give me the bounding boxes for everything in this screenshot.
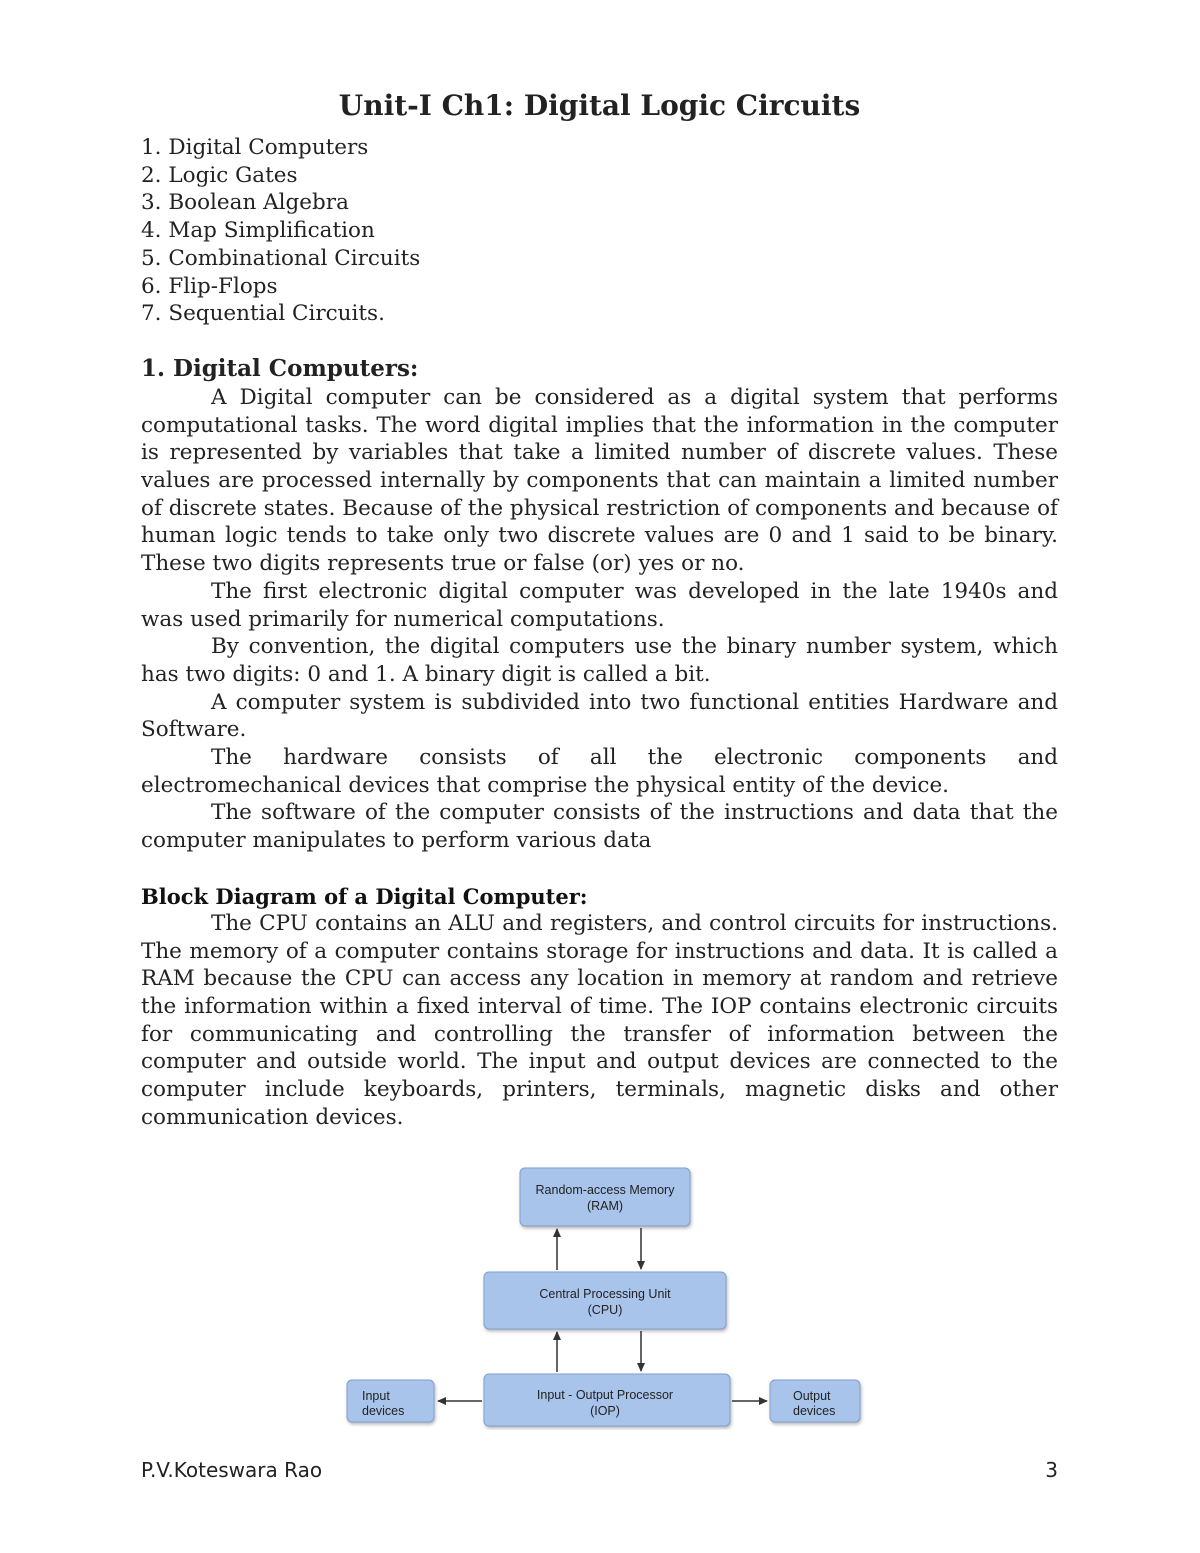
- section-heading-block-diagram: Block Diagram of a Digital Computer:: [141, 883, 588, 909]
- toc-item: 5. Combinational Circuits: [141, 245, 421, 271]
- page-title: Unit-I Ch1: Digital Logic Circuits: [338, 89, 861, 122]
- cpu-box: [484, 1272, 726, 1329]
- iop-box: [484, 1374, 730, 1426]
- paragraph: The software of the computer consists of the instructions and data that the computer manipulates to perform various data: [141, 800, 1058, 854]
- page-number: 3: [1045, 1458, 1058, 1482]
- output-label-line1: Output: [793, 1389, 831, 1403]
- paragraph: A computer system is subdivided into two functional entities Hardware and Software.: [141, 689, 1058, 743]
- iop-label-line2: (IOP): [590, 1404, 620, 1418]
- cpu-label-line2: (CPU): [587, 1303, 623, 1317]
- paragraph: The CPU contains an ALU and registers, and control circuits for instructions. The memory of a computer contains storage for instructions and data. It is called a RAM because the CPU can access any location in memory at random and retrieve the information within a fixed interval of time. The IOP contains electronic circuits for communicating and controlling the transfer of information between the computer and outside world. The input and output devices are connected to the computer include keyboards, printers, terminals, magnetic disks and other communication devices.: [141, 910, 1058, 1130]
- ram-label-line1: Random-access Memory: [535, 1183, 675, 1197]
- toc-item: 7. Sequential Circuits.: [141, 301, 385, 327]
- ram-label-line2: (RAM): [586, 1199, 624, 1213]
- toc-item: 3. Boolean Algebra: [141, 190, 349, 216]
- section-heading-digital-computers: 1. Digital Computers:: [141, 354, 419, 382]
- output-devices-box: [770, 1380, 860, 1422]
- block-diagram: [340, 1160, 870, 1430]
- input-label-line1: Input: [362, 1389, 390, 1403]
- toc-item: 2. Logic Gates: [141, 162, 298, 188]
- page-footer: [141, 1458, 1058, 1488]
- toc-item: 1. Digital Computers: [141, 135, 369, 160]
- footer-author: P.V.Koteswara Rao: [141, 1458, 323, 1482]
- ram-box: [520, 1168, 690, 1226]
- table-of-contents: [141, 134, 1058, 328]
- paragraph: The hardware consists of all the electronic components and electromechanical devices that comprise the physical entity of the device.: [141, 745, 1058, 798]
- paragraph: A Digital computer can be considered as a digital system that performs computational tasks. The word digital implies that the information in the computer is represented by variables that take a limited number of discrete values. These values are processed internally by components that can maintain a limited number of discrete states. Because of the physical restriction of components and because of human logic tends to take only two discrete values are 0 and 1 said to be binary. These two digits represents true or false (or) yes or no.: [141, 384, 1058, 577]
- paragraph: By convention, the digital computers use the binary number system, which has two digits: 0 and 1. A binary digit is called a bit.: [141, 634, 1058, 687]
- toc-item: 4. Map Simplification: [141, 218, 375, 244]
- iop-label-line1: Input - Output Processor: [536, 1388, 674, 1402]
- toc-item: 6. Flip-Flops: [141, 273, 278, 299]
- output-label-line2: devices: [793, 1404, 836, 1418]
- cpu-label-line1: Central Processing Unit: [539, 1287, 671, 1301]
- document-page: [141, 86, 1058, 1132]
- input-devices-box: [347, 1380, 434, 1422]
- paragraph: The first electronic digital computer was developed in the late 1940s and was used primarily for numerical computations.: [141, 578, 1058, 632]
- input-label-line2: devices: [362, 1404, 405, 1418]
